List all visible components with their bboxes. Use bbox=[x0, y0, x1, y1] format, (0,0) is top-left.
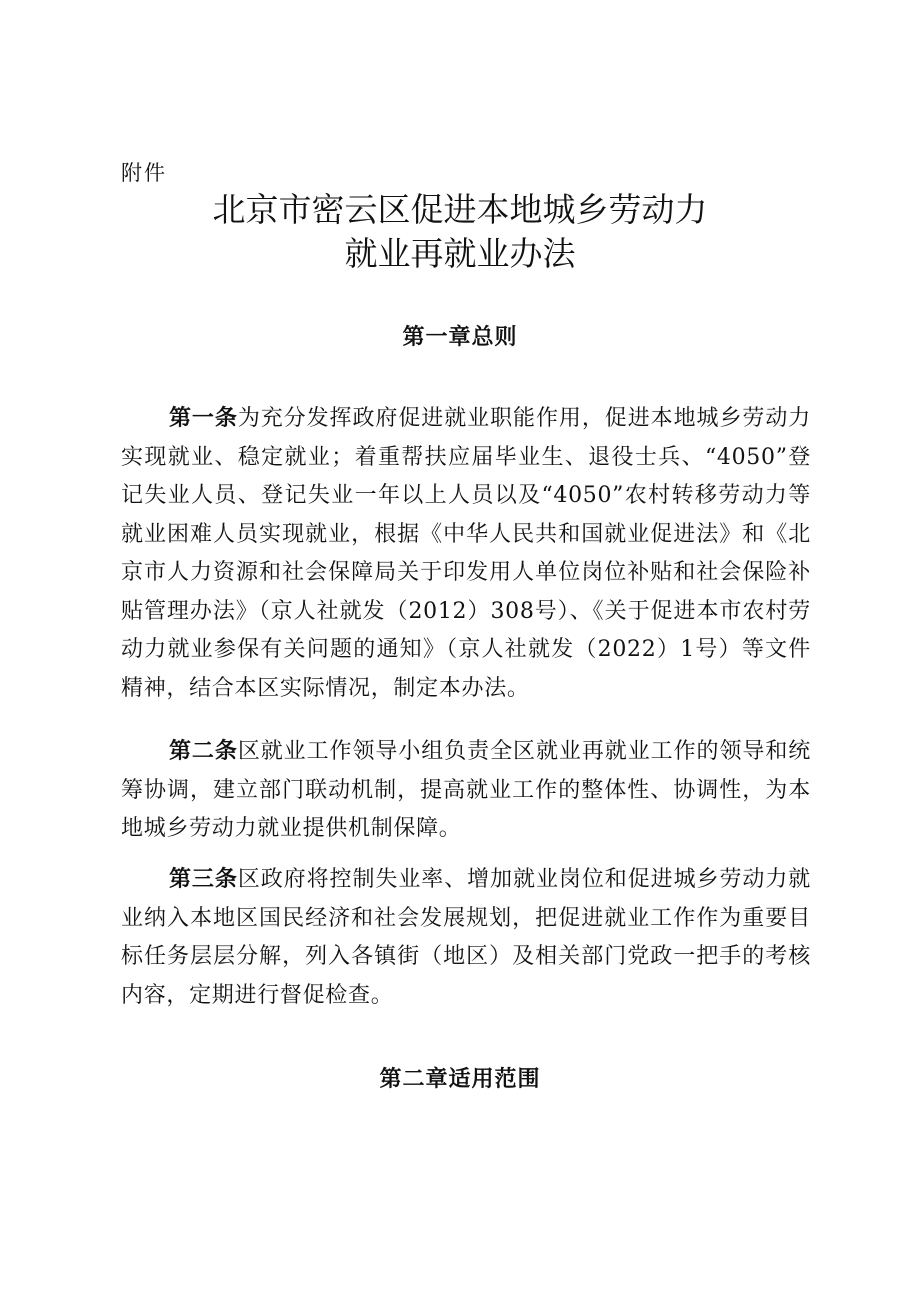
article-label: 第二条 bbox=[169, 739, 238, 764]
article-text: 区就业工作领导小组负责全区就业再就业工作的领导和统筹协调，建立部门联动机制，提高就业工作的整体性、协调性，为本地城乡劳动力就业提供机制保障。 bbox=[121, 739, 811, 841]
article-text: 为充分发挥政府促进就业职能作用，促进本地城乡劳动力实现就业、稳定就业；着重帮扶应届毕业生、退役士兵、“4050”登记失业人员、登记失业一年以上人员以及“4050”农村转移劳动力等就业困难人员实现就业，根据《中华人民共和国就业促进法》和《北京市人力资源和社会保障局关于印发用人单位岗位补贴和社会保险补贴管理办法》（京人社就发（2012）308号）、《关于促进本市农村劳动力就业参保有关问题的通知》（京人社就发（2022）1号）等文件精神，结合本区实际情况，制定本办法。 bbox=[121, 406, 811, 701]
article-label: 第三条 bbox=[169, 867, 238, 892]
document-title-line-2: 就业再就业办法 bbox=[344, 234, 576, 273]
attachment-label: 附件 bbox=[121, 161, 167, 185]
chapter-heading: 第二章适用范围 bbox=[379, 1067, 541, 1092]
article-paragraph bbox=[121, 861, 811, 1015]
chapter-heading: 第一章总则 bbox=[402, 325, 518, 350]
article-paragraph bbox=[121, 400, 811, 708]
article-paragraph bbox=[121, 733, 811, 849]
article-text: 区政府将控制失业率、增加就业岗位和促进城乡劳动力就业纳入本地区国民经济和社会发展规划，把促进就业工作作为重要目标任务层层分解，列入各镇街（地区）及相关部门党政一把手的考核内容，定期进行督促检查。 bbox=[121, 867, 811, 1008]
article-label: 第一条 bbox=[169, 406, 238, 431]
document-title-line-1: 北京市密云区促进本地城乡劳动力 bbox=[212, 190, 708, 229]
